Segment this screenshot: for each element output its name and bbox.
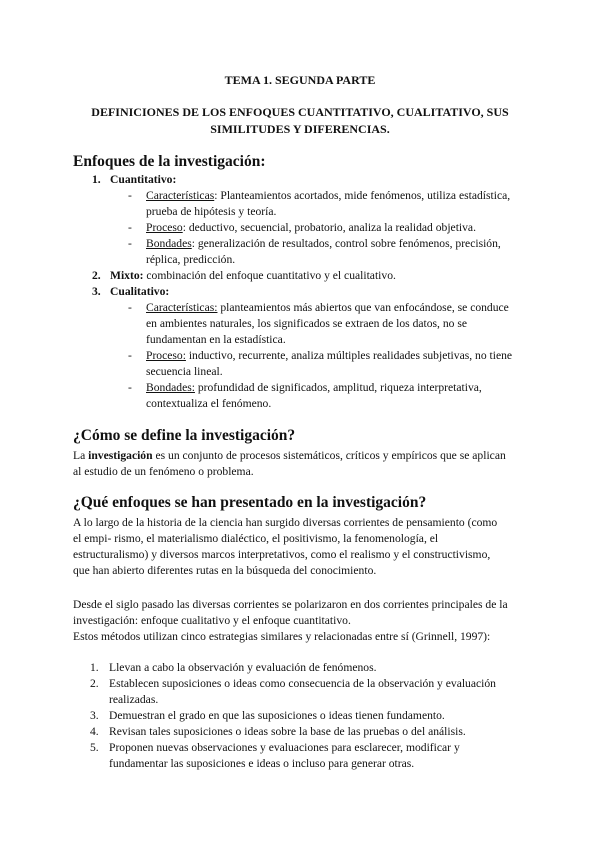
bullet-text-line [146,220,476,236]
bullet-text-line [146,236,501,252]
list-item-text: combinación del enfoque cuantitativo y el cualitativo. [143,269,396,282]
list-number: 1. [92,173,101,186]
paragraph-line: Desde el siglo pasado las diversas corrientes se polarizaron en dos corrientes principales de la [73,598,508,611]
bullet-dash: - [128,301,132,314]
bullet-term: Bondades [146,237,192,250]
document-subtitle-line-1: DEFINICIONES DE LOS ENFOQUES CUANTITATIVO, CUALITATIVO, SUS [91,105,509,119]
section-heading-enfoques-presentados: ¿Qué enfoques se han presentado en la investigación? [73,494,427,511]
bullet-term: Proceso [146,221,183,234]
ordered-list-number: 4. [90,725,99,738]
bullet-text: profundidad de significados, amplitud, riqueza interpretativa, [194,381,482,394]
ordered-list-number: 2. [90,677,99,690]
document-subtitle-line-2: SIMILITUDES Y DIFERENCIAS. [210,122,390,136]
bullet-text-continuation: fundamentan en la estadística. [146,333,286,346]
bullet-term: Características [146,189,215,202]
ordered-list-number: 3. [90,709,99,722]
bullet-dash: - [128,349,132,362]
paragraph-line [73,448,506,464]
bullet-term: Características: [146,301,218,314]
document-title: TEMA 1. SEGUNDA PARTE [224,73,376,87]
bullet-text-continuation: en ambientes naturales, los significados se extraen de los datos, no se [146,317,467,330]
bullet-term: Proceso: [146,349,186,362]
bullet-dash: - [128,221,132,234]
bullet-text: : deductivo, secuencial, probatorio, analiza la realidad objetiva. [182,221,476,234]
bullet-text-continuation: prueba de hipótesis y teoría. [146,205,277,218]
paragraph-line: A lo largo de la historia de la ciencia han surgido diversas corrientes de pensamiento (como [73,516,498,529]
paragraph-line: el empi- rismo, el materialismo dialéctico, el positivismo, la fenomenología, el [73,532,439,545]
ordered-list-number: 1. [90,661,99,674]
bullet-text-line [146,300,509,316]
paragraph-line: estructuralismo) y diversos marcos interpretativos, como el realismo y el constructivismo, [73,548,491,561]
paragraph-line: al estudio de un fenómeno o problema. [73,465,254,478]
list-item-label-cuantitativo: Cuantitativo: [110,173,177,186]
paragraph-line: Estos métodos utilizan cinco estrategias similares y relacionadas entre sí (Grinnell, 1997): [73,630,491,643]
ordered-list-item: Establecen suposiciones o ideas como consecuencia de la observación y evaluación [109,677,496,690]
bullet-text: : generalización de resultados, control sobre fenómenos, precisión, [191,237,501,250]
paragraph-line: que han abierto diferentes rutas en la búsqueda del conocimiento. [73,564,377,577]
bullet-text: planteamientos más abiertos que van enfocándose, se conduce [217,301,509,314]
bullet-text: : Planteamientos acortados, mide fenómenos, utiliza estadística, [214,189,511,202]
bullet-text-continuation: contextualiza el fenómeno. [146,397,272,410]
bullet-text-line [146,348,512,364]
bullet-text-line [146,188,510,204]
paragraph-text: es un conjunto de procesos sistemáticos, críticos y empíricos que se aplican [152,449,506,462]
ordered-list-item-continuation: realizadas. [109,693,159,706]
list-number: 2. [92,269,101,282]
bullet-dash: - [128,381,132,394]
ordered-list-number: 5. [90,741,99,754]
list-number: 3. [92,285,101,298]
list-item-mixto [110,268,396,284]
ordered-list-item: Demuestran el grado en que las suposiciones o ideas tienen fundamento. [109,709,445,722]
section-heading-enfoques: Enfoques de la investigación: [73,153,266,170]
bullet-text-continuation: réplica, predicción. [146,253,236,266]
section-heading-definicion: ¿Cómo se define la investigación? [73,427,296,444]
ordered-list-item: Proponen nuevas observaciones y evaluaciones para esclarecer, modificar y [109,741,460,754]
bullet-text-continuation: secuencia lineal. [146,365,223,378]
bullet-dash: - [128,237,132,250]
paragraph-line: investigación: enfoque cualitativo y el enfoque cuantitativo. [73,614,351,627]
list-item-label-cualitativo: Cualitativo: [110,285,170,298]
ordered-list-item: Revisan tales suposiciones o ideas sobre la base de las pruebas o del análisis. [109,725,466,738]
ordered-list-item: Llevan a cabo la observación y evaluación de fenómenos. [109,661,377,674]
bullet-term: Bondades: [146,381,195,394]
paragraph-bold-term: investigación [88,449,153,462]
bullet-dash: - [128,189,132,202]
paragraph-lead: La [73,449,89,462]
bullet-text: inductivo, recurrente, analiza múltiples realidades subjetivas, no tiene [185,349,513,362]
list-item-label-mixto: Mixto: [110,269,144,282]
ordered-list-item-continuation: fundamentar las suposiciones e ideas o incluso para generar otras. [109,757,415,770]
bullet-text-line [146,380,482,396]
